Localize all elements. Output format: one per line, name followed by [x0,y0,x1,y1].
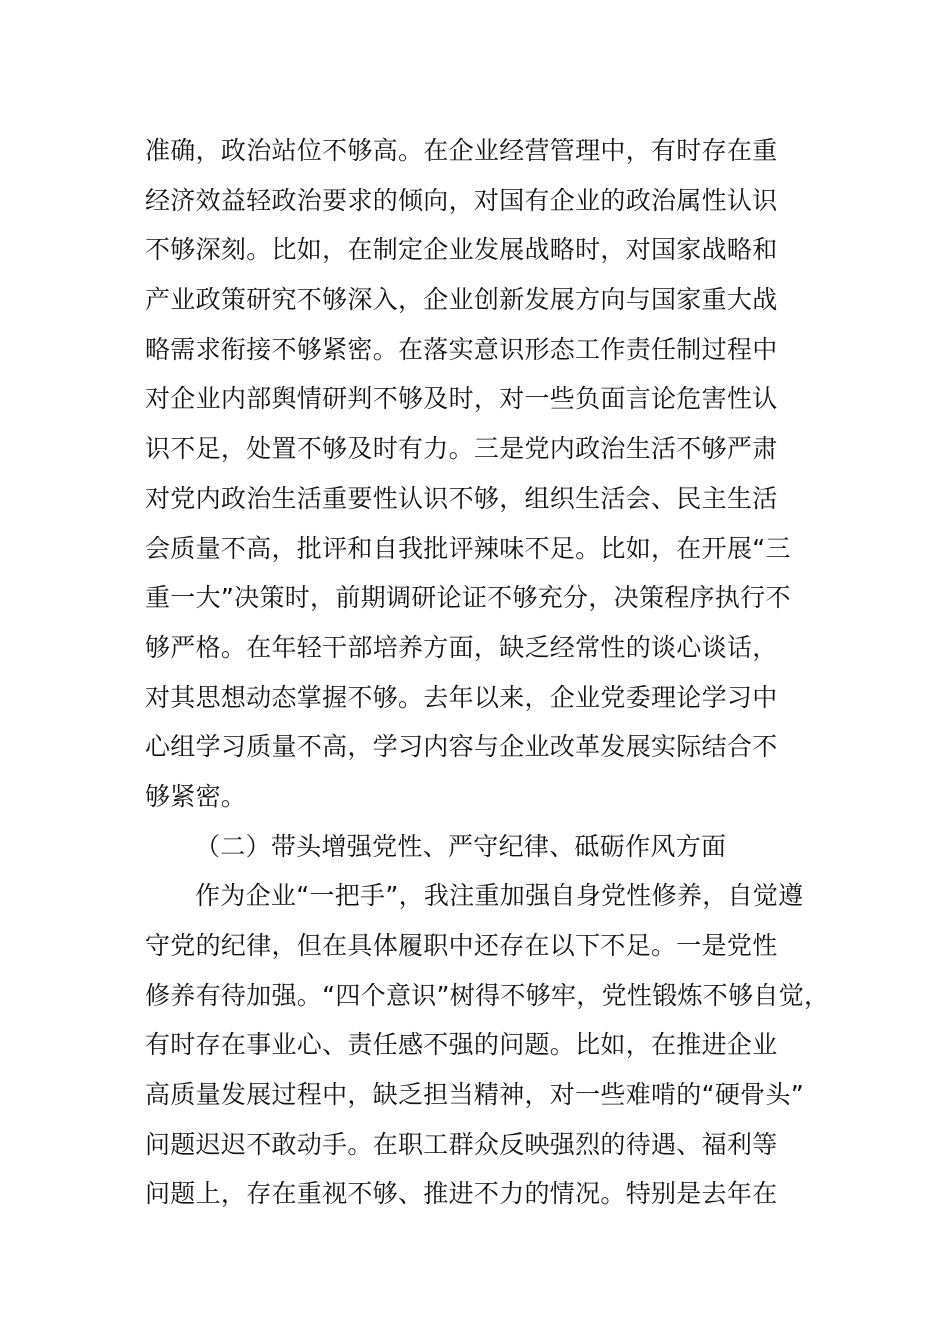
text-line-7: 识不足，处置不够及时有力。三是党内政治生活不够严肃 [145,434,778,464]
section-heading: （二）带头增强党性、严守纪律、砥砺作风方面 [195,831,727,861]
paragraph2-line-5: 高质量发展过程中，缺乏担当精神，对一些难啃的“硬骨头” [145,1080,805,1110]
text-line-13: 心组学习质量不高，学习内容与企业改革发展实际结合不 [145,732,778,762]
text-line-12: 对其思想动态掌握不够。去年以来，企业党委理论学习中 [145,682,778,712]
document-body [145,126,835,1219]
text-line-10: 重一大”决策时，前期调研论证不够充分，决策程序执行不 [145,583,791,613]
text-line-14: 够紧密。 [145,781,247,811]
text-line-6: 对企业内部舆情研判不够及时，对一些负面言论危害性认 [145,384,778,414]
text-line-1: 准确，政治站位不够高。在企业经营管理中，有时存在重 [145,136,778,165]
text-line-3: 不够深刻。比如，在制定企业发展战略时，对国家战略和 [145,235,778,265]
text-line-9: 会质量不高，批评和自我批评辣味不足。比如，在开展“三 [145,533,791,563]
text-line-8: 对党内政治生活重要性认识不够，组织生活会、民主生活 [145,483,778,513]
paragraph2-line-3: 修养有待加强。“四个意识”树得不够牢，党性锻炼不够自觉， [145,980,830,1010]
text-line-2: 经济效益轻政治要求的倾向，对国有企业的政治属性认识 [145,185,778,215]
paragraph2-line-6: 问题迟迟不敢动手。在职工群众反映强烈的待遇、福利等 [145,1129,778,1159]
paragraph2-line-4: 有时存在事业心、责任感不强的问题。比如，在推进企业 [145,1030,778,1060]
paragraph2-line-2: 守党的纪律，但在具体履职中还存在以下不足。一是党性 [145,931,778,960]
paragraph2-line-1: 作为企业“一把手”，我注重加强自身党性修养，自觉遵 [195,881,804,911]
text-line-11: 够严格。在年轻干部培养方面，缺乏经常性的谈心谈话， [145,632,778,662]
text-line-4: 产业政策研究不够深入，企业创新发展方向与国家重大战 [145,285,778,315]
text-line-5: 略需求衔接不够紧密。在落实意识形态工作责任制过程中 [145,334,778,364]
paragraph2-line-7: 问题上，存在重视不够、推进不力的情况。特别是去年在 [145,1179,778,1209]
